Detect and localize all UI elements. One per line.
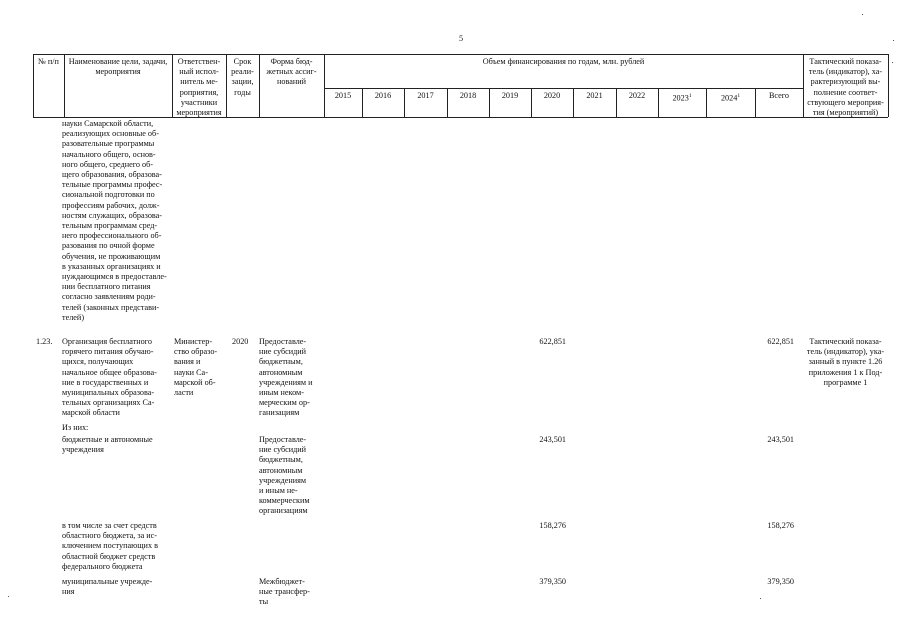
year-2018: 2018 — [459, 91, 477, 100]
header-num: № п/п — [38, 57, 59, 66]
header-indicator: Тактический показа- тель (индикатор), ха- рактеризующий вы- полнение соответ- ствующего мероприя- тия (мероприятий) — [807, 57, 884, 118]
row-municipal-form: Межбюджет- ные трансфер- ты — [259, 577, 310, 607]
continuation-text: науки Самарской области, реализующих основные об- разовательные программы начального общего, основ- ного общего, среднего об- щего образования, образова- тельные программы профес- сиональной подготовки по профессиям рабочих, долж- ностям служащих, образова- тельным программам сред- него профессионального об- разования по очной форме обучения, не проживающим в указанных организациях и нуждающимся в предоставле- нии бесплатного питания согласно заявлениям роди- телей (законных представи- телей) — [62, 119, 167, 322]
year-2021: 2021 — [586, 91, 603, 100]
row-of-them: Из них: — [62, 423, 89, 432]
year-2022: 2022 — [628, 91, 646, 100]
row-1-23-num: 1.23. — [36, 337, 53, 346]
year-2024: 2024$^1$ — [720, 93, 741, 103]
year-total: Всего — [768, 91, 790, 100]
row-regional-value-total: 158,276 — [767, 521, 794, 530]
year-2020: 2020 — [543, 91, 561, 100]
row-1-23-form: Предоставле- ние субсидий бюджетным, автономным учреждениям и иным неком- мерческим ор- ганизациям — [259, 337, 313, 418]
row-budget-value-2020: 243,501 — [539, 435, 566, 444]
header-term: Срок реали- зации, годы — [231, 57, 254, 97]
row-1-23-value-2020: 622,851 — [539, 337, 566, 346]
year-2017: 2017 — [417, 91, 434, 100]
header-name: Наименование цели, задачи, мероприятия — [68, 57, 168, 77]
row-1-23-indicator: Тактический показа- тель (индикатор), ука- занный в пункте 1.26 приложения 1 к Под- программе 1 — [806, 337, 885, 387]
row-regional-name: в том числе за счет средств областного бюджета, за ис- ключением поступающих в областной бюджет средств федерального бюджета — [62, 521, 158, 571]
row-1-23-name: Организация бесплатного горячего питания обучаю- щихся, получающих начальное общее образова- ние в государственных и муниципальных образова- тельных организациях Са- марской области — [62, 337, 157, 418]
year-2016: 2016 — [374, 91, 392, 100]
row-budget-name: бюджетные и автономные учреждения — [62, 435, 153, 455]
year-2023: 2023$^1$ — [672, 93, 692, 103]
row-1-23-term: 2020 — [232, 337, 249, 346]
header-responsible: Ответствен- ный испол- нитель ме- роприятия, участники мероприятия — [176, 57, 222, 118]
row-regional-value-2020: 158,276 — [539, 521, 566, 530]
header-form: Форма бюд- жетных ассиг- нований — [266, 57, 317, 87]
header-funding: Объем финансирования по годам, млн. рублей — [482, 57, 645, 66]
row-budget-form: Предоставле- ние субсидий бюджетным, автономным учреждениям и иным не- коммерческим организациям — [259, 435, 310, 516]
row-budget-value-total: 243,501 — [767, 435, 794, 444]
row-1-23-responsible: Министер- ство образо- вания и науки Са- марской об- ласти — [174, 337, 218, 398]
row-municipal-value-total: 379,350 — [767, 577, 794, 586]
page-number: 5 — [458, 34, 464, 43]
year-2015: 2015 — [334, 91, 352, 100]
year-2019: 2019 — [501, 91, 519, 100]
row-municipal-value-2020: 379,350 — [539, 577, 566, 586]
row-municipal-name: муниципальные учрежде- ния — [62, 577, 153, 597]
row-1-23-value-total: 622,851 — [767, 337, 794, 346]
